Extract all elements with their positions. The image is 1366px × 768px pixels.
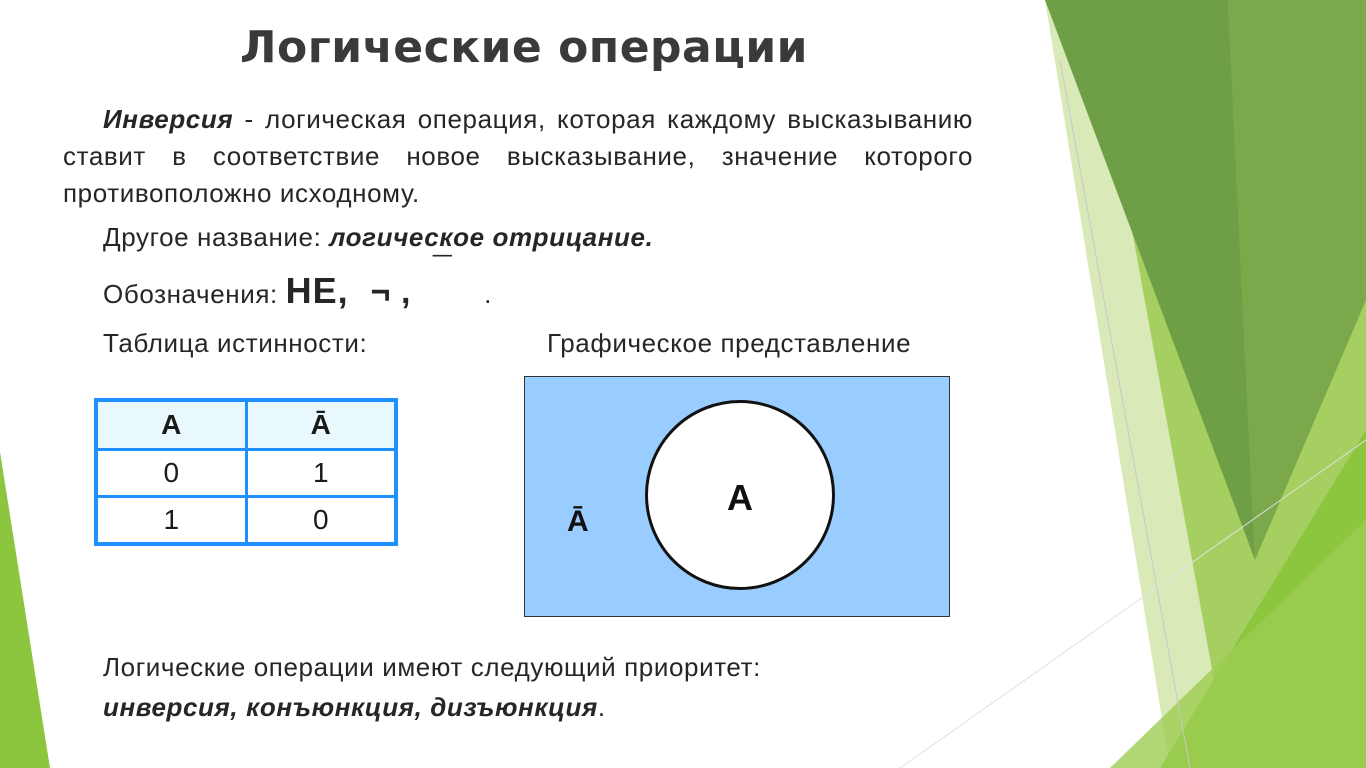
truth-table-header-row — [96, 400, 396, 450]
venn-outside-label: Ā — [567, 505, 589, 538]
alt-name-label: Другое название: — [103, 222, 330, 252]
table-cell: 1 — [96, 496, 246, 544]
truth-table-header: Ā — [246, 400, 396, 450]
alt-name-value: логическое отрицание. — [329, 222, 654, 252]
notation-ne: НЕ, — [285, 270, 349, 311]
graph-label: Графическое представление — [547, 328, 912, 358]
priority-end: . — [597, 692, 606, 722]
alt-name-line — [103, 222, 653, 253]
table-cell: 0 — [246, 496, 396, 544]
truth-table-header: A — [96, 400, 246, 450]
definition-term: Инверсия — [103, 104, 234, 134]
truth-table — [94, 398, 398, 546]
table-cell: 0 — [96, 450, 246, 497]
venn-inside-label: A — [727, 477, 753, 518]
priority-list-line — [103, 692, 606, 723]
priority-list: инверсия, конъюнкция, дизъюнкция — [103, 692, 598, 722]
definition-paragraph — [63, 101, 973, 212]
slide-title: Логические операции — [240, 22, 809, 73]
notation-bar-symbol: ¯ — [432, 251, 453, 289]
truth-table-label: Таблица истинности: — [103, 328, 368, 358]
definition-text: - логическая операция, которая каждому высказыванию ставит в соответствие новое высказывание, значение которого противоположно исходному. — [63, 104, 973, 208]
notation-label: Обозначения: — [103, 279, 286, 309]
venn-diagram — [524, 376, 950, 617]
notation-line — [103, 251, 492, 312]
table-row — [96, 496, 396, 544]
table-cell: 1 — [246, 450, 396, 497]
priority-text: Логические операции имеют следующий приоритет: — [103, 652, 761, 682]
table-row — [96, 450, 396, 497]
notation-end: . — [484, 279, 492, 309]
notation-neg-symbol: ¬ , — [370, 273, 412, 311]
